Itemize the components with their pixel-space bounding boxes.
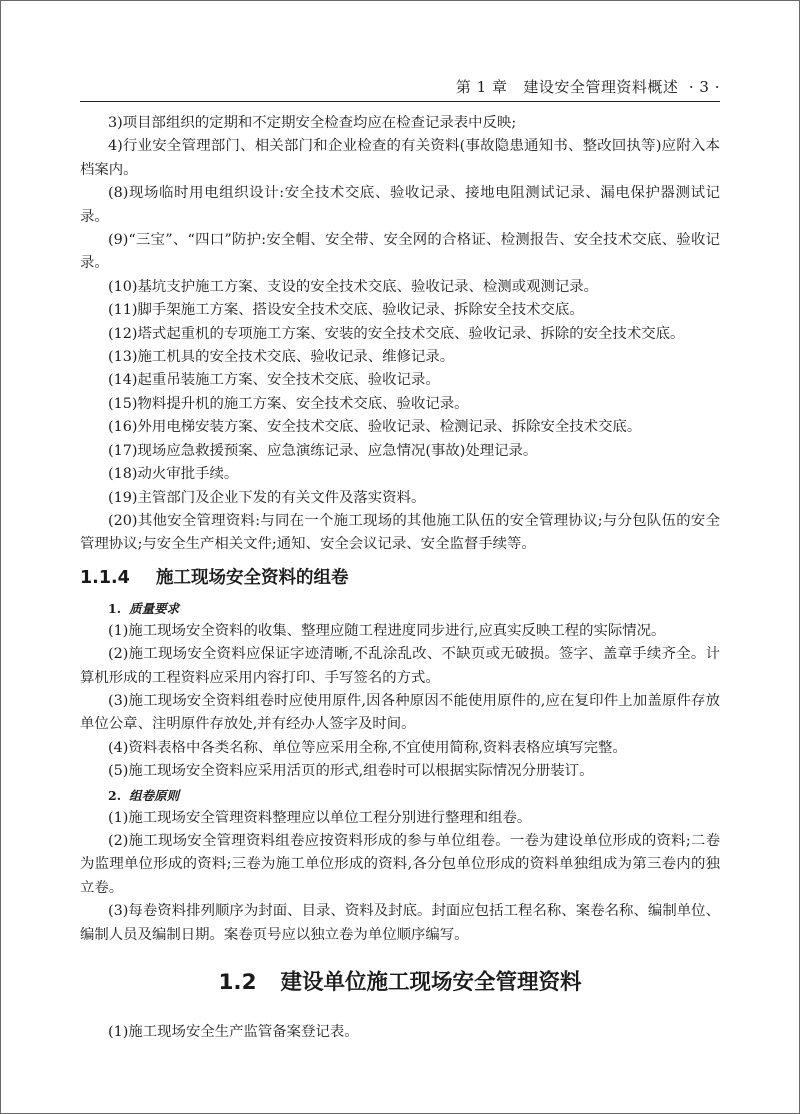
paragraph: (4)资料表格中各类名称、单位等应采用全称,不宜使用简称,资料表格应填写完整。 <box>108 739 627 756</box>
paragraph: (3)施工现场安全资料组卷时应使用原件,因各种原因不能使用原件的,应在复印件上加盖原件存放单位公章、注明原件存放处,并有经办人签字及时间。 <box>80 692 720 733</box>
paragraph: (2)施工现场安全管理资料组卷应按资料形成的参与单位组卷。一卷为建设单位形成的资料;二卷为监理单位形成的资料;三卷为施工单位形成的资料,各分包单位形成的资料单独组成为第三卷内的独立卷。 <box>80 832 720 896</box>
section-heading-1-2 <box>80 969 720 997</box>
running-header <box>80 78 720 96</box>
paragraph: (14)起重吊装施工方案、安全技术交底、验收记录。 <box>108 372 440 389</box>
paragraph: (1)施工现场安全生产监管备案登记表。 <box>108 1024 359 1040</box>
paragraph: (12)塔式起重机的专项施工方案、安装的安全技术交底、验收记录、拆除的安全技术交底。 <box>108 325 685 342</box>
section-number: 1.1.4 <box>80 567 130 588</box>
section-heading-1-1-4 <box>80 567 720 589</box>
paragraph: (5)施工现场安全资料应采用活页的形式,组卷时可以根据实际情况分册装订。 <box>108 763 594 780</box>
paragraph: (15)物料提升机的施工方案、安全技术交底、验收记录。 <box>108 395 469 412</box>
paragraph: (16)外用电梯安装方案、安全技术交底、验收记录、检测记录、拆除安全技术交底。 <box>108 419 642 436</box>
paragraph: (11)脚手架施工方案、搭设安全技术交底、验收记录、拆除安全技术交底。 <box>108 302 584 319</box>
subsection-heading-principles <box>80 785 720 806</box>
paragraph: (9)“三宝”、“四口”防护:安全帽、安全带、安全网的合格证、检测报告、安全技术交底、验收记录。 <box>80 232 720 272</box>
header-page-number: · 3 · <box>688 78 720 96</box>
paragraph: (1)施工现场安全资料的收集、整理应随工程进度同步进行,应真实反映工程的实际情况。 <box>108 622 666 639</box>
section-title: 建设单位施工现场安全管理资料 <box>280 970 582 995</box>
header-chapter: 第 1 章 <box>455 78 508 96</box>
paragraph: (8)现场临时用电组织设计:安全技术交底、验收记录、接地电阻测试记录、漏电保护器测试记录。 <box>80 185 720 225</box>
section-number: 1.2 <box>218 970 257 995</box>
subsection-title: 组卷原则 <box>129 787 180 803</box>
paragraph: (18)动火审批手续。 <box>108 466 239 483</box>
subsection-number: 1. <box>108 600 122 616</box>
paragraph: 3)项目部组织的定期和不定期安全检查均应在检查记录表中反映; <box>108 115 517 131</box>
page-body <box>80 112 720 1044</box>
subsection-number: 2. <box>108 787 122 803</box>
section-title: 施工现场安全资料的组卷 <box>156 567 349 588</box>
paragraph: (17)现场应急救援预案、应急演练记录、应急情况(事故)处理记录。 <box>108 442 538 459</box>
paragraph: (10)基坑支护施工方案、支设的安全技术交底、验收记录、检测或观测记录。 <box>108 278 599 295</box>
paragraph: (2)施工现场安全资料应保证字迹清晰,不乱涂乱改、不缺页或无破损。签字、盖章手续齐全。计算机形成的工程资料应采用内容打印、手写签名的方式。 <box>80 646 720 686</box>
header-title: 建设安全管理资料概述 <box>523 78 679 96</box>
subsection-title: 质量要求 <box>129 600 180 616</box>
header-rule <box>80 101 720 102</box>
paragraph: 4)行业安全管理部门、相关部门和企业检查的有关资料(事故隐患通知书、整改回执等)应附入本档案内。 <box>80 138 720 178</box>
paragraph: (19)主管部门及企业下发的有关文件及落实资料。 <box>108 489 426 506</box>
paragraph: (13)施工机具的安全技术交底、验收记录、维修记录。 <box>108 349 455 366</box>
subsection-heading-quality <box>80 598 720 619</box>
paragraph: (20)其他安全管理资料:与同在一个施工现场的其他施工队伍的安全管理协议;与分包队伍的安全管理协议;与安全生产相关文件;通知、安全会议记录、安全监督手续等。 <box>80 512 720 553</box>
paragraph: (3)每卷资料排列顺序为封面、目录、资料及封底。封面应包括工程名称、案卷名称、编制单位、编制人员及编制日期。案卷页号应以独立卷为单位顺序编写。 <box>80 903 720 943</box>
paragraph: (1)施工现场安全管理资料整理应以单位工程分别进行整理和组卷。 <box>108 809 532 826</box>
